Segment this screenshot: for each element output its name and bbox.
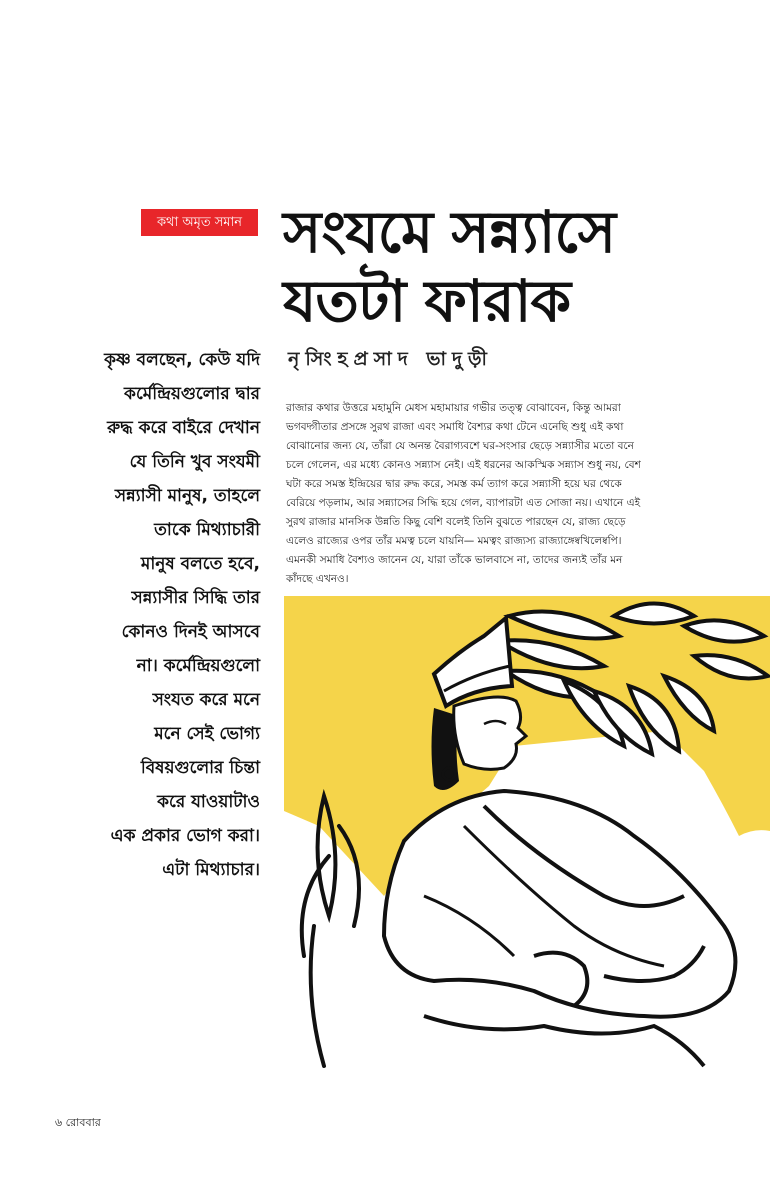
body-line: এমনকী সমাধি বৈশ্যও জানেন যে, যারা তাঁকে ভালবাসে না, তাদের জন্যই তাঁর মন xyxy=(286,554,623,566)
pull-quote-line: সন্ন্যাসীর সিদ্ধি তার xyxy=(131,588,260,608)
pull-quote-line: কর্মেন্দ্রিয়গুলোর দ্বার xyxy=(124,384,260,404)
section-tag: কথা অমৃত সমান xyxy=(141,209,258,236)
pull-quote-line: সংযত করে মনে xyxy=(152,690,260,710)
reclining-body xyxy=(384,791,735,1017)
headline xyxy=(283,198,763,336)
body-line: চলে গেলেন, এর মধ্যে কোনও সন্ন্যাস নেই। এই ধরনের আকস্মিক সন্ন্যাস শুধু নয়, বেশ xyxy=(286,459,641,471)
pull-quote-line: রুদ্ধ করে বাইরে দেখান xyxy=(107,418,260,438)
pull-quote-line: মনে সেই ভোগ্য xyxy=(154,724,260,744)
body-line: বেরিয়ে পড়লাম, আর সন্ন্যাসের সিদ্ধি হয়ে গেল, ব্যাপারটা এত সোজা নয়। এখানে এই xyxy=(286,497,641,509)
body-line: কাঁদছে এখনও। xyxy=(286,573,349,585)
illustration-reclining-king xyxy=(284,596,770,1098)
body-line: এলেও রাজ্যের ওপর তাঁর মমত্ব চলে যায়নি— মমত্বং রাজ্যস্য রাজ্যাঙ্গেষ্বখিলেষ্বপি। xyxy=(286,535,622,547)
pull-quote-line: মানুষ বলতে হবে, xyxy=(140,554,260,574)
pull-quote-line: তাকে মিথ্যাচারী xyxy=(154,520,260,540)
body-line: ঘটা করে সমস্ত ইন্দ্রিয়ের দ্বার রুদ্ধ করে, সমস্ত কর্ম ত্যাগ করে সন্ন্যাসী হয়ে ঘর থেকে xyxy=(286,478,622,490)
pull-quote-line: এক প্রকার ভোগ করা। xyxy=(110,826,260,846)
body-paragraph xyxy=(286,399,766,589)
author-byline: নৃসিংহপ্রসাদ ভাদুড়ী xyxy=(288,348,493,370)
pull-quote-line: কৃষ্ণ বলছেন, কেউ যদি xyxy=(104,350,260,370)
drapery xyxy=(424,1016,704,1066)
pull-quote-line: কোনও দিনই আসবে xyxy=(121,622,260,642)
pull-quote-line: বিষয়গুলোর চিন্তা xyxy=(140,758,260,778)
body-line: রাজার কথার উত্তরে মহামুনি মেধস মহামায়ার গভীর তত্ত্ব বোঝাবেন, কিন্তু আমরা xyxy=(286,402,621,414)
pull-quote xyxy=(60,343,260,887)
pull-quote-line: না। কর্মেন্দ্রিয়গুলো xyxy=(136,656,260,676)
headline-line-2: যতটা ফারাক xyxy=(283,267,571,335)
body-line: ভগবদ্গীতার প্রসঙ্গে সুরথ রাজা এবং সমাধি বৈশ্যর কথা টেনে এনেছি শুধু এই কথা xyxy=(286,421,624,433)
body-line: সুরথ রাজার মানসিক উন্নতি কিছু বেশি বলেই তিনি বুঝতে পারছেন যে, রাজ্য ছেড়ে xyxy=(286,516,626,528)
pull-quote-line: সন্ন্যাসী মানুষ, তাহলে xyxy=(114,486,260,506)
pull-quote-line: যে তিনি খুব সংযমী xyxy=(129,452,260,472)
pull-quote-line: এটা মিথ্যাচার। xyxy=(162,860,260,880)
headline-line-1: সংযমে সন্ন্যাসে xyxy=(283,198,616,266)
pull-quote-line: করে যাওয়াটাও xyxy=(157,792,260,812)
face xyxy=(454,697,526,769)
page-folio: ৬ রোববার xyxy=(55,1116,101,1129)
body-line: বোঝানোর জন্য যে, তাঁরা যে অনন্ত বৈরাগ্যবশে ঘর-সংসার ছেড়ে সন্ন্যাসীর মতো বনে xyxy=(286,440,634,452)
